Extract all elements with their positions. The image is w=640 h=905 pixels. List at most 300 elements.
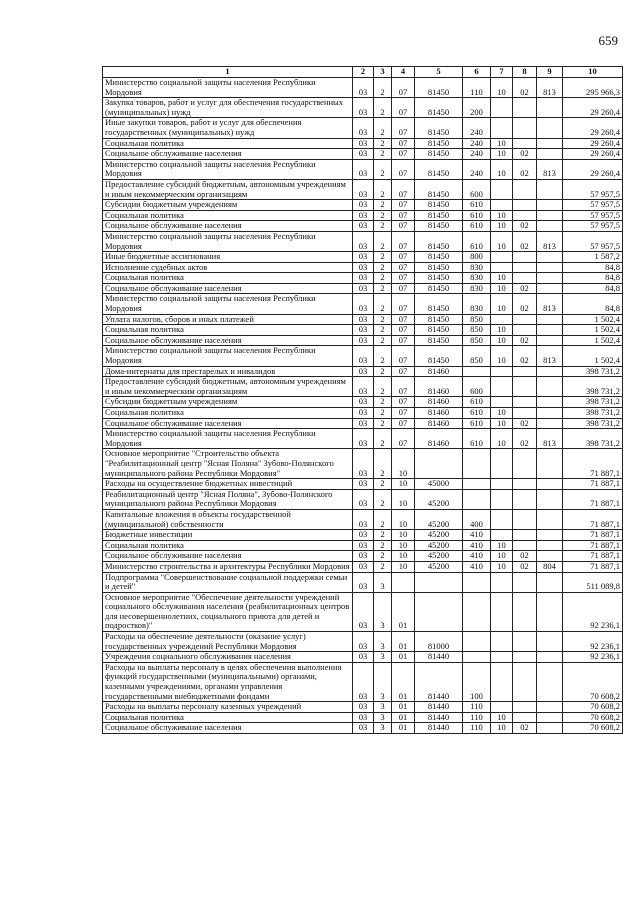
table-row: [103, 283, 623, 294]
code-cell: 07: [392, 118, 415, 138]
code-cell: [513, 408, 537, 419]
column-header: 3: [374, 67, 392, 78]
table-row: [103, 346, 623, 366]
code-cell: 07: [392, 179, 415, 199]
row-label-cell: Социальная политика: [103, 210, 353, 221]
code-cell: [537, 283, 563, 294]
code-cell: 2: [374, 335, 392, 346]
row-label-cell: Министерство социальной защиты населения Республики Мордовия: [103, 294, 353, 314]
code-cell: 240: [463, 118, 491, 138]
code-cell: 2: [374, 221, 392, 232]
code-cell: 10: [491, 138, 513, 149]
code-cell: 10: [491, 283, 513, 294]
table-row: [103, 509, 623, 529]
code-cell: 10: [392, 449, 415, 479]
code-cell: 03: [353, 509, 374, 529]
code-cell: [491, 252, 513, 263]
code-cell: [463, 652, 491, 663]
code-cell: [491, 179, 513, 199]
code-cell: 830: [463, 283, 491, 294]
code-cell: [513, 262, 537, 273]
code-cell: 07: [392, 397, 415, 408]
code-cell: 10: [491, 210, 513, 221]
row-label-cell: Субсидии бюджетным учреждениям: [103, 397, 353, 408]
code-cell: 01: [392, 662, 415, 701]
code-cell: 2: [374, 262, 392, 273]
amount-cell: 70 608,2: [563, 712, 623, 723]
code-cell: [463, 489, 491, 509]
amount-cell: 71 887,1: [563, 561, 623, 572]
code-cell: 2: [374, 397, 392, 408]
code-cell: 81450: [415, 98, 463, 118]
amount-cell: 29 260,4: [563, 159, 623, 179]
code-cell: [415, 449, 463, 479]
amount-cell: 57 957,5: [563, 179, 623, 199]
code-cell: 3: [374, 702, 392, 713]
code-cell: 2: [374, 200, 392, 211]
code-cell: 81460: [415, 408, 463, 419]
code-cell: 81460: [415, 397, 463, 408]
column-header: 7: [491, 67, 513, 78]
amount-cell: 84,8: [563, 273, 623, 284]
code-cell: 2: [374, 273, 392, 284]
code-cell: 2: [374, 408, 392, 419]
code-cell: 03: [353, 149, 374, 160]
code-cell: 02: [513, 294, 537, 314]
code-cell: [513, 592, 537, 631]
row-label-cell: Субсидии бюджетным учреждениям: [103, 200, 353, 211]
code-cell: 07: [392, 221, 415, 232]
code-cell: [537, 377, 563, 397]
code-cell: [513, 449, 537, 479]
code-cell: 2: [374, 138, 392, 149]
code-cell: 813: [537, 294, 563, 314]
code-cell: 813: [537, 159, 563, 179]
code-cell: [415, 592, 463, 631]
code-cell: [537, 652, 563, 663]
code-cell: [463, 479, 491, 490]
table-row: [103, 210, 623, 221]
table-row: [103, 231, 623, 251]
code-cell: 10: [491, 408, 513, 419]
code-cell: 03: [353, 262, 374, 273]
code-cell: 81450: [415, 179, 463, 199]
code-cell: [513, 652, 537, 663]
amount-cell: 84,8: [563, 283, 623, 294]
code-cell: 03: [353, 138, 374, 149]
code-cell: 02: [513, 723, 537, 734]
code-cell: 03: [353, 397, 374, 408]
amount-cell: 71 887,1: [563, 551, 623, 562]
row-label-cell: Уплата налогов, сборов и иных платежей: [103, 314, 353, 325]
code-cell: [513, 98, 537, 118]
amount-cell: 71 887,1: [563, 530, 623, 541]
code-cell: 02: [513, 149, 537, 160]
code-cell: [513, 540, 537, 551]
code-cell: [513, 572, 537, 592]
code-cell: 610: [463, 429, 491, 449]
code-cell: 10: [491, 221, 513, 232]
code-cell: 410: [463, 561, 491, 572]
code-cell: [537, 366, 563, 377]
code-cell: 81460: [415, 366, 463, 377]
table-row: [103, 98, 623, 118]
code-cell: 03: [353, 231, 374, 251]
table-row: [103, 712, 623, 723]
code-cell: 45200: [415, 540, 463, 551]
code-cell: 03: [353, 210, 374, 221]
row-label-cell: Подпрограмма "Совершенствование социальной поддержки семьи и детей": [103, 572, 353, 592]
code-cell: [513, 210, 537, 221]
amount-cell: 57 957,5: [563, 210, 623, 221]
code-cell: 610: [463, 231, 491, 251]
amount-cell: 398 731,2: [563, 397, 623, 408]
amount-cell: 57 957,5: [563, 200, 623, 211]
code-cell: 45200: [415, 551, 463, 562]
code-cell: 2: [374, 561, 392, 572]
code-cell: [537, 530, 563, 541]
code-cell: [537, 540, 563, 551]
code-cell: 610: [463, 221, 491, 232]
row-label-cell: Дома-интернаты для престарелых и инвалидов: [103, 366, 353, 377]
code-cell: 81000: [415, 632, 463, 652]
row-label-cell: Социальное обслуживание населения: [103, 418, 353, 429]
code-cell: [513, 479, 537, 490]
code-cell: [537, 118, 563, 138]
code-cell: [537, 489, 563, 509]
code-cell: 07: [392, 346, 415, 366]
code-cell: 03: [353, 449, 374, 479]
row-label-cell: Расходы на осуществление бюджетных инвестиций: [103, 479, 353, 490]
code-cell: 10: [392, 561, 415, 572]
code-cell: [513, 325, 537, 336]
code-cell: 03: [353, 346, 374, 366]
row-label-cell: Исполнение судебных актов: [103, 262, 353, 273]
code-cell: 2: [374, 551, 392, 562]
code-cell: 81460: [415, 418, 463, 429]
code-cell: 81440: [415, 702, 463, 713]
code-cell: [392, 572, 415, 592]
code-cell: [537, 662, 563, 701]
code-cell: [537, 397, 563, 408]
column-header: 6: [463, 67, 491, 78]
row-label-cell: Социальная политика: [103, 273, 353, 284]
code-cell: 10: [491, 540, 513, 551]
code-cell: 81450: [415, 231, 463, 251]
row-label-cell: Социальное обслуживание населения: [103, 551, 353, 562]
code-cell: 240: [463, 159, 491, 179]
code-cell: 410: [463, 540, 491, 551]
table-row: [103, 118, 623, 138]
code-cell: 2: [374, 449, 392, 479]
code-cell: [513, 138, 537, 149]
code-cell: 2: [374, 325, 392, 336]
code-cell: 10: [491, 231, 513, 251]
code-cell: 610: [463, 418, 491, 429]
code-cell: 45200: [415, 530, 463, 541]
code-cell: 45200: [415, 561, 463, 572]
table-body: [103, 78, 623, 734]
column-header: 8: [513, 67, 537, 78]
code-cell: [537, 418, 563, 429]
code-cell: 81450: [415, 210, 463, 221]
column-header: 1: [103, 67, 353, 78]
code-cell: 2: [374, 489, 392, 509]
code-cell: 610: [463, 200, 491, 211]
code-cell: 03: [353, 429, 374, 449]
code-cell: 10: [491, 418, 513, 429]
code-cell: 804: [537, 561, 563, 572]
code-cell: 03: [353, 418, 374, 429]
row-label-cell: Социальное обслуживание населения: [103, 335, 353, 346]
code-cell: [537, 632, 563, 652]
code-cell: [537, 200, 563, 211]
code-cell: 81450: [415, 221, 463, 232]
table-row: [103, 662, 623, 701]
code-cell: 01: [392, 592, 415, 631]
code-cell: 10: [491, 551, 513, 562]
code-cell: 2: [374, 98, 392, 118]
amount-cell: 398 731,2: [563, 429, 623, 449]
code-cell: 07: [392, 377, 415, 397]
code-cell: 03: [353, 314, 374, 325]
code-cell: [513, 702, 537, 713]
code-cell: [513, 397, 537, 408]
code-cell: [513, 662, 537, 701]
code-cell: 02: [513, 78, 537, 98]
table-row: [103, 408, 623, 419]
code-cell: 03: [353, 179, 374, 199]
code-cell: [463, 449, 491, 479]
code-cell: 01: [392, 723, 415, 734]
code-cell: 07: [392, 314, 415, 325]
code-cell: 10: [491, 273, 513, 284]
code-cell: [513, 489, 537, 509]
code-cell: 03: [353, 592, 374, 631]
code-cell: [537, 149, 563, 160]
code-cell: [491, 509, 513, 529]
table-row: [103, 479, 623, 490]
code-cell: [463, 592, 491, 631]
code-cell: [491, 632, 513, 652]
table-row: [103, 723, 623, 734]
code-cell: 03: [353, 489, 374, 509]
code-cell: 830: [463, 294, 491, 314]
amount-cell: 71 887,1: [563, 449, 623, 479]
amount-cell: 29 260,4: [563, 98, 623, 118]
code-cell: 2: [374, 377, 392, 397]
table-row: [103, 652, 623, 663]
amount-cell: 295 966,3: [563, 78, 623, 98]
row-label-cell: Капитальные вложения в объекты государственной (муниципальной) собственности: [103, 509, 353, 529]
code-cell: 81460: [415, 429, 463, 449]
code-cell: 03: [353, 632, 374, 652]
row-label-cell: Закупка товаров, работ и услуг для обеспечения государственных (муниципальных) нужд: [103, 98, 353, 118]
code-cell: 813: [537, 231, 563, 251]
code-cell: 03: [353, 325, 374, 336]
code-cell: 813: [537, 346, 563, 366]
amount-cell: 71 887,1: [563, 509, 623, 529]
code-cell: 2: [374, 252, 392, 263]
table-row: [103, 572, 623, 592]
amount-cell: 70 608,2: [563, 723, 623, 734]
amount-cell: 398 731,2: [563, 418, 623, 429]
table-row: [103, 540, 623, 551]
code-cell: 02: [513, 283, 537, 294]
code-cell: [491, 262, 513, 273]
code-cell: 410: [463, 530, 491, 541]
code-cell: 2: [374, 314, 392, 325]
code-cell: 02: [513, 551, 537, 562]
code-cell: [463, 632, 491, 652]
code-cell: 3: [374, 723, 392, 734]
code-cell: 07: [392, 231, 415, 251]
code-cell: 610: [463, 408, 491, 419]
code-cell: 07: [392, 408, 415, 419]
row-label-cell: Предоставление субсидий бюджетным, автономным учреждениям и иным некоммерческим организациям: [103, 179, 353, 199]
code-cell: [491, 314, 513, 325]
table-row: [103, 449, 623, 479]
code-cell: 2: [374, 509, 392, 529]
code-cell: [513, 314, 537, 325]
column-header: 5: [415, 67, 463, 78]
code-cell: 610: [463, 397, 491, 408]
row-label-cell: Министерство социальной защиты населения Республики Мордовия: [103, 346, 353, 366]
code-cell: [463, 572, 491, 592]
code-cell: 10: [392, 479, 415, 490]
code-cell: [491, 479, 513, 490]
amount-cell: 398 731,2: [563, 377, 623, 397]
code-cell: 81450: [415, 200, 463, 211]
column-header: 9: [537, 67, 563, 78]
code-cell: [537, 551, 563, 562]
code-cell: 800: [463, 252, 491, 263]
code-cell: 10: [491, 723, 513, 734]
row-label-cell: Иные бюджетные ассигнования: [103, 252, 353, 263]
code-cell: [537, 712, 563, 723]
row-label-cell: Министерство социальной защиты населения Республики Мордовия: [103, 429, 353, 449]
table-row: [103, 138, 623, 149]
code-cell: 10: [491, 712, 513, 723]
code-cell: 10: [392, 530, 415, 541]
code-cell: [537, 98, 563, 118]
code-cell: 07: [392, 262, 415, 273]
code-cell: 813: [537, 78, 563, 98]
code-cell: 02: [513, 231, 537, 251]
amount-cell: 92 236,1: [563, 632, 623, 652]
code-cell: 03: [353, 662, 374, 701]
code-cell: 07: [392, 98, 415, 118]
table-row: [103, 200, 623, 211]
code-cell: 81440: [415, 723, 463, 734]
table-row: [103, 273, 623, 284]
code-cell: 81450: [415, 262, 463, 273]
code-cell: 01: [392, 712, 415, 723]
amount-cell: 1 502,4: [563, 325, 623, 336]
code-cell: [537, 252, 563, 263]
code-cell: 10: [392, 489, 415, 509]
code-cell: 2: [374, 418, 392, 429]
code-cell: 10: [392, 540, 415, 551]
code-cell: [537, 210, 563, 221]
code-cell: 850: [463, 346, 491, 366]
amount-cell: 398 731,2: [563, 408, 623, 419]
code-cell: 02: [513, 418, 537, 429]
code-cell: [537, 273, 563, 284]
code-cell: 81450: [415, 273, 463, 284]
code-cell: [537, 592, 563, 631]
table-header-row: [103, 67, 623, 78]
row-label-cell: Расходы на обеспечение деятельности (оказание услуг) государственных учреждений Республики Мордовия: [103, 632, 353, 652]
code-cell: 100: [463, 662, 491, 701]
code-cell: [537, 179, 563, 199]
code-cell: 81450: [415, 346, 463, 366]
code-cell: 03: [353, 78, 374, 98]
code-cell: 850: [463, 335, 491, 346]
code-cell: 81450: [415, 78, 463, 98]
code-cell: 610: [463, 210, 491, 221]
table-row: [103, 561, 623, 572]
code-cell: 850: [463, 325, 491, 336]
code-cell: [537, 449, 563, 479]
table-row: [103, 325, 623, 336]
code-cell: 03: [353, 200, 374, 211]
row-label-cell: Основное мероприятие "Строительство объекта "Реабилитационный центр "Ясная Поляна" Зубово-Полянского муниципального района Республики Мордовия": [103, 449, 353, 479]
code-cell: 01: [392, 702, 415, 713]
code-cell: 03: [353, 652, 374, 663]
code-cell: 07: [392, 78, 415, 98]
code-cell: 02: [513, 221, 537, 232]
code-cell: 10: [491, 325, 513, 336]
code-cell: 01: [392, 652, 415, 663]
code-cell: 01: [392, 632, 415, 652]
table-row: [103, 149, 623, 160]
code-cell: 03: [353, 294, 374, 314]
code-cell: [537, 723, 563, 734]
code-cell: 03: [353, 479, 374, 490]
code-cell: [491, 530, 513, 541]
code-cell: [513, 273, 537, 284]
amount-cell: 71 887,1: [563, 489, 623, 509]
code-cell: 02: [513, 335, 537, 346]
row-label-cell: Расходы на выплаты персоналу в целях обеспечения выполнения функций государственными (муниципальными) органами, казенными учреждениями, органами управления государственными внебюджетными фондами: [103, 662, 353, 701]
code-cell: 03: [353, 561, 374, 572]
code-cell: [513, 632, 537, 652]
row-label-cell: Социальная политика: [103, 540, 353, 551]
amount-cell: 1 587,2: [563, 252, 623, 263]
code-cell: 02: [513, 561, 537, 572]
table-row: [103, 78, 623, 98]
amount-cell: 84,8: [563, 262, 623, 273]
code-cell: [537, 138, 563, 149]
amount-cell: 71 887,1: [563, 479, 623, 490]
row-label-cell: Социальное обслуживание населения: [103, 723, 353, 734]
code-cell: 2: [374, 231, 392, 251]
row-label-cell: Министерство строительства и архитектуры Республики Мордовия: [103, 561, 353, 572]
row-label-cell: Реабилитационный центр "Ясная Поляна", Зубово-Полянского муниципального района Республики Мордовия: [103, 489, 353, 509]
amount-cell: 29 260,4: [563, 118, 623, 138]
table-row: [103, 314, 623, 325]
code-cell: 200: [463, 98, 491, 118]
code-cell: 81450: [415, 149, 463, 160]
code-cell: 81460: [415, 377, 463, 397]
code-cell: 2: [374, 346, 392, 366]
code-cell: 07: [392, 200, 415, 211]
code-cell: 81450: [415, 314, 463, 325]
table-row: [103, 418, 623, 429]
amount-cell: 84,8: [563, 294, 623, 314]
code-cell: 03: [353, 118, 374, 138]
